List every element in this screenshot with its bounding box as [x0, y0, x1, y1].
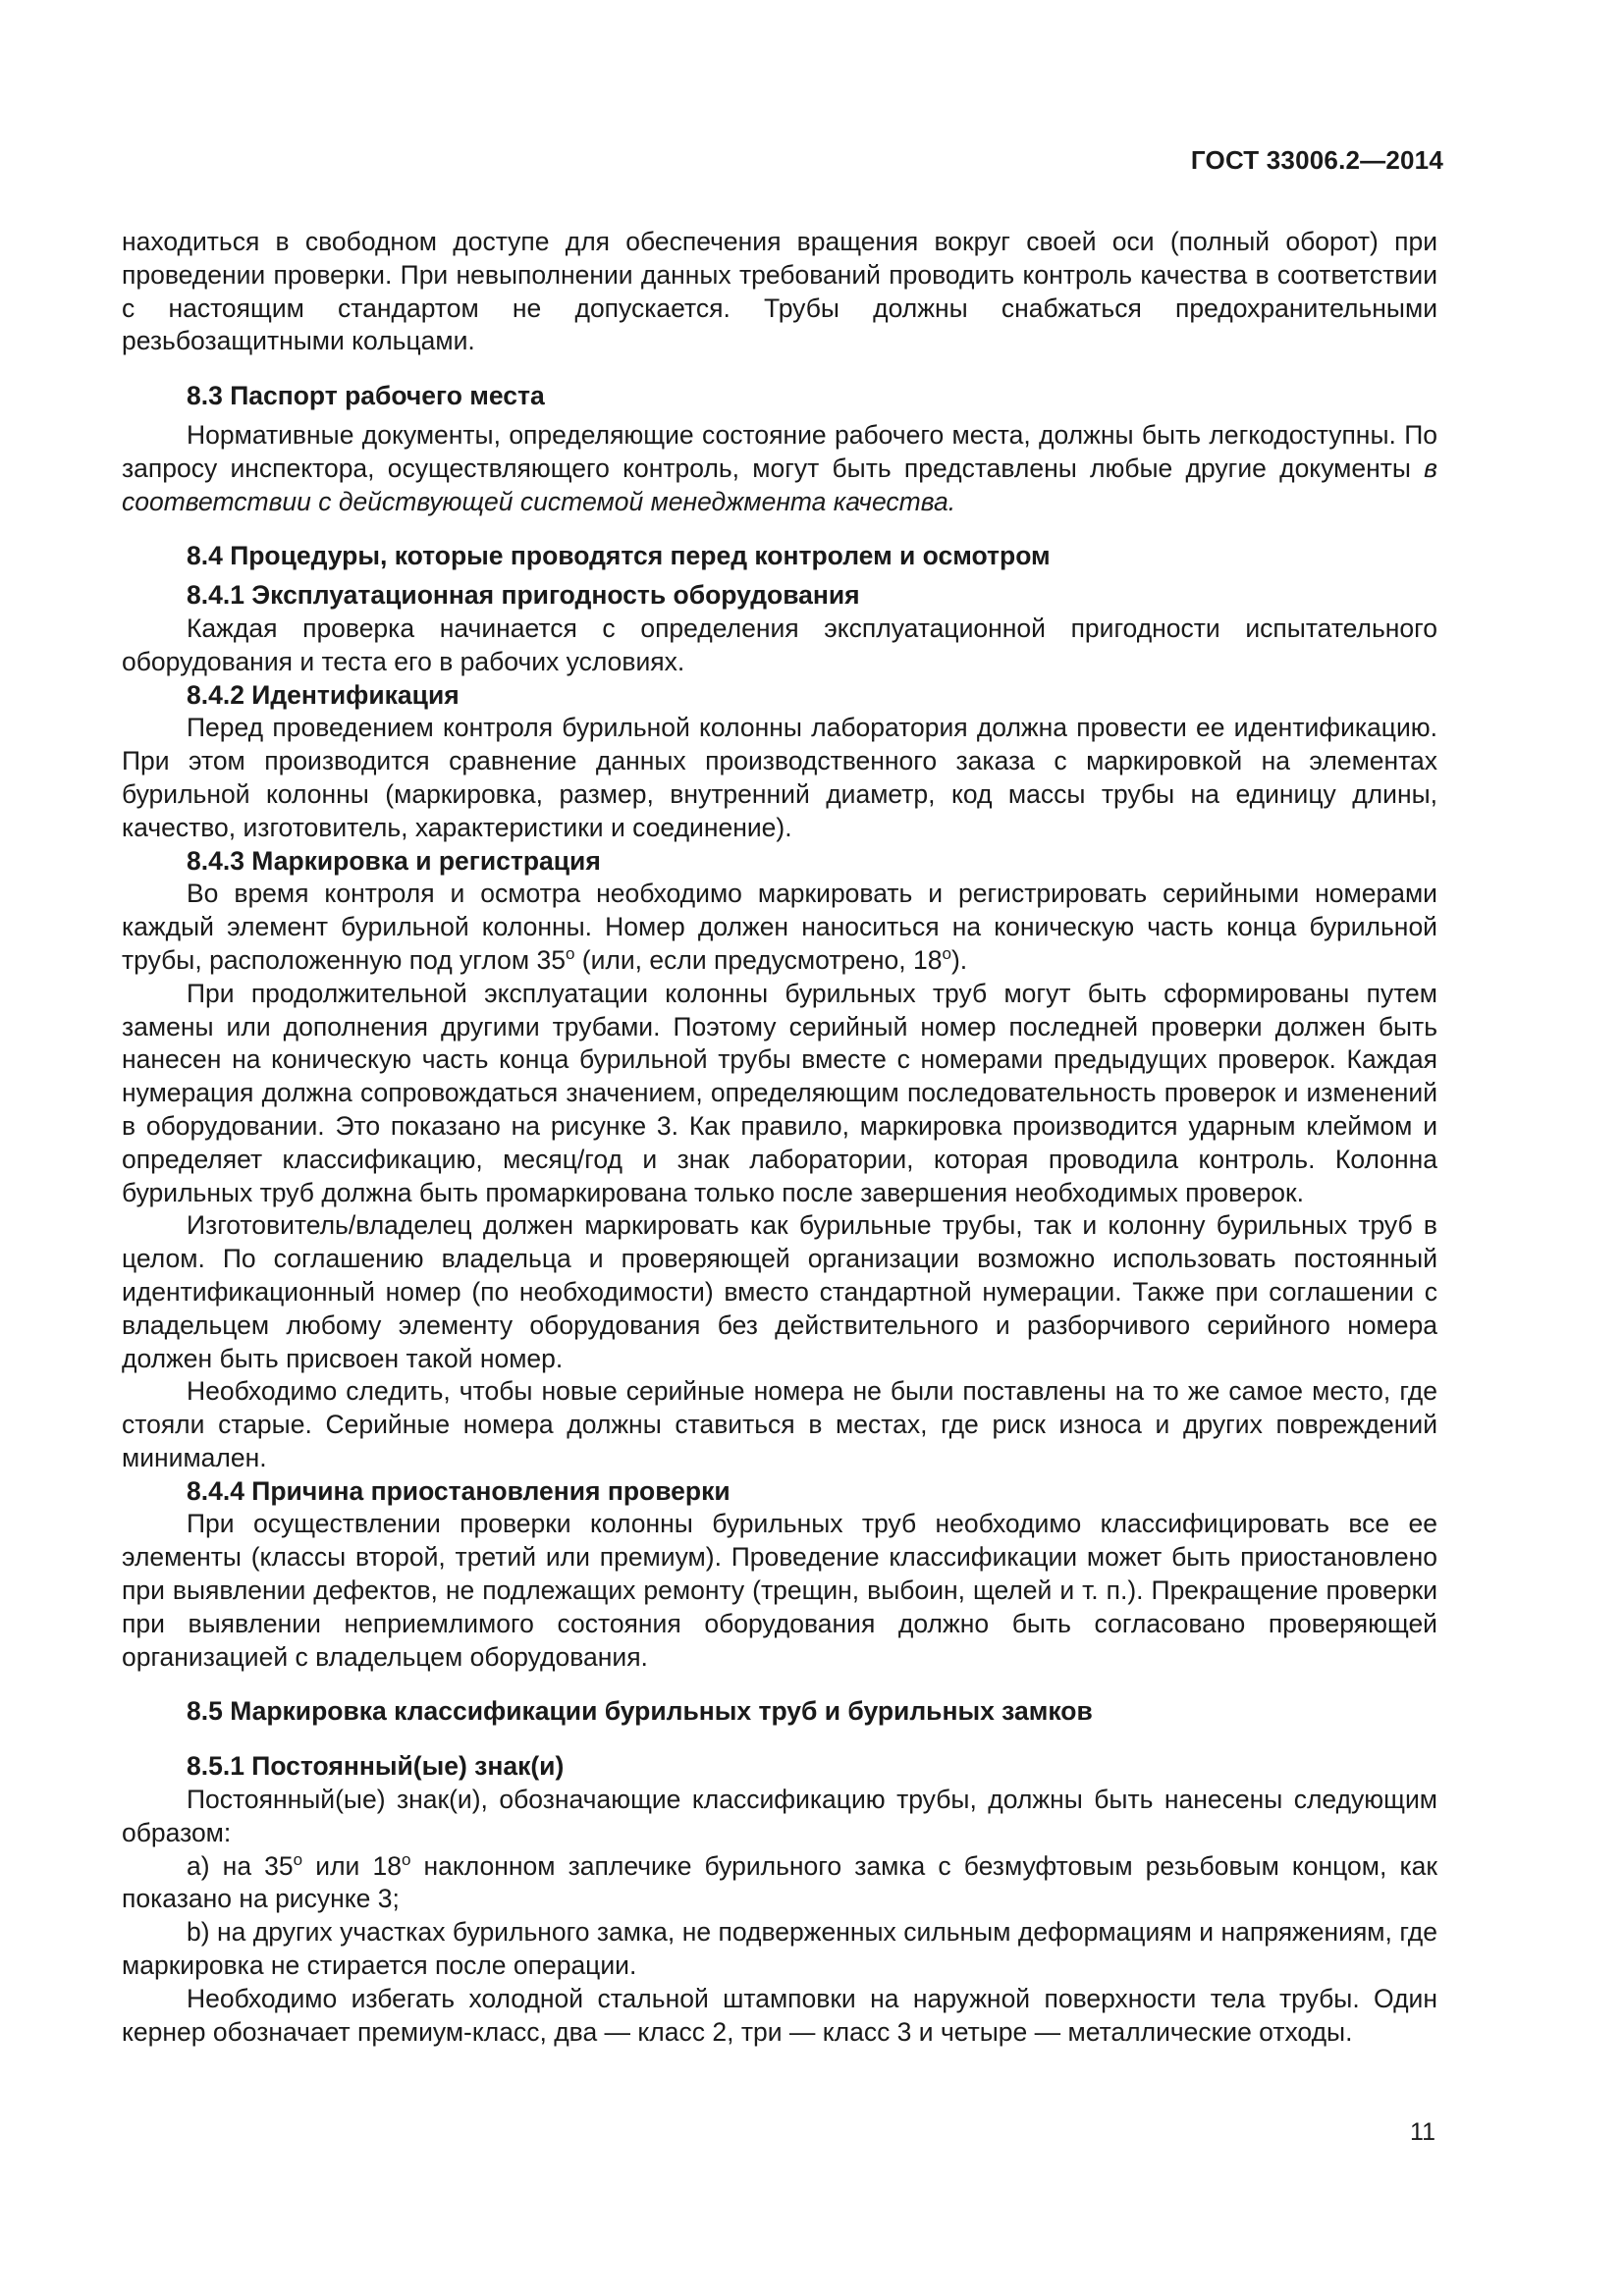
section-8-4-3-paragraph-3: Изготовитель/владелец должен маркировать как бурильные трубы, так и колонну бурильных труб в целом. По соглашению владельца и проверяющей организации возможно использовать постоянный идентификационный номер (по необходимости) вместо стандартной нумерации. Также при соглашении с владельцем любому элементу оборудования без действительного и разборчивого серийного номера должен быть присвоен такой номер. [122, 1210, 1437, 1373]
degree-mark: o [565, 943, 575, 963]
degree-mark: o [401, 1849, 411, 1869]
section-8-3-heading: 8.3 Паспорт рабочего места [187, 381, 545, 411]
section-8-5-1-item-b: b) на других участках бурильного замка, не подверженных сильным деформациям и напряжениям, где маркировка не стирается после операции. [122, 1917, 1437, 1981]
degree-mark: o [293, 1849, 303, 1869]
document-code-header: ГОСТ 33006.2—2014 [1190, 145, 1443, 175]
section-8-3-paragraph [122, 419, 1437, 518]
section-8-4-2-paragraph: Перед проведением контроля бурильной колонны лаборатория должна провести ее идентификацию. При этом производится сравнение данных производственного заказа с маркировкой на элементах бурильной колонны (маркировка, размер, внутренний диаметр, код массы трубы на единицу длины, качество, изготовитель, характеристики и соединение). [122, 713, 1437, 842]
section-8-4-2-heading: 8.4.2 Идентификация [187, 679, 460, 710]
section-8-5-heading: 8.5 Маркировка классификации бурильных труб и бурильных замков [187, 1696, 1093, 1727]
p1-text-start: Во время контроля и осмотра необходимо маркировать и регистрировать серийными номерами каждый элемент бурильной колонны. Номер должен наноситься на коническую часть конца бурильной трубы, расположенную под углом 35 [122, 879, 1437, 975]
item-a-text-end: наклонном заплечике бурильного замка с безмуфтовым резьбовым концом, как показано на рисунке 3; [122, 1850, 1438, 1914]
section-8-4-3-paragraph-4: Необходимо следить, чтобы новые серийные номера не были поставлены на то же самое место, где стояли старые. Серийные номера должны ставиться в местах, где риск износа и других повреждений минимален. [122, 1376, 1437, 1472]
section-8-4-4-heading: 8.4.4 Причина приостановления проверки [187, 1475, 731, 1506]
section-8-4-3-heading: 8.4.3 Маркировка и регистрация [187, 845, 601, 876]
document-body [122, 226, 1437, 2049]
section-8-5-1-heading: 8.5.1 Постоянный(ые) знак(и) [187, 1751, 565, 1782]
section-8-5-1-paragraph-last: Необходимо избегать холодной стальной штамповки на наружной поверхности тела трубы. Один кернер обозначает премиум-класс, два — класс 2, три — класс 3 и четыре — металлические отходы. [122, 1983, 1437, 2047]
continuation-paragraph: находиться в свободном доступе для обеспечения вращения вокруг своей оси (полный оборот) при проведении проверки. При невыполнении данных требований проводить контроль качества в соответствии с настоящим стандартом не допускается. Трубы должны снабжаться предохранительными резьбозащитными кольцами. [122, 227, 1437, 356]
section-8-4-3-paragraph-2: При продолжительной эксплуатации колонны бурильных труб могут быть сформированы путем замены или дополнения другими трубами. Поэтому серийный номер последней проверки должен быть нанесен на коническую часть конца бурильной трубы вместе с номерами предыдущих проверок. Каждая нумерация должна сопровождаться значением, определяющим последовательность проверок и изменений в оборудовании. Это показано на рисунке 3. Как правило, маркировка производится ударным клеймом и определяет классификацию, месяц/год и знак лаборатории, которая проводила контроль. Колонна бурильных труб должна быть промаркирована только после завершения необходимых проверок. [122, 978, 1437, 1207]
section-8-4-4-paragraph: При осуществлении проверки колонны бурильных труб необходимо классифицировать все ее элементы (классы второй, третий или премиум). Проведение классификации может быть приостановлено при выявлении дефектов, не подлежащих ремонту (трещин, выбоин, щелей и т. п.). Прекращение проверки при выявлении неприемлимого состояния оборудования должно быть согласовано проверяющей организацией с владельцем оборудования. [122, 1509, 1437, 1672]
section-8-3-italic-text: в соответствии с действующей системой менеджмента качества. [122, 453, 1437, 516]
item-a-text-start: a) на 35 [187, 1850, 294, 1881]
degree-mark: o [942, 943, 951, 963]
section-8-3-text: Нормативные документы, определяющие состояние рабочего места, должны быть легкодоступны. По запросу инспектора, осуществляющего контроль, могут быть представлены любые другие документы [122, 419, 1437, 483]
section-8-4-heading: 8.4 Процедуры, которые проводятся перед контролем и осмотром [187, 541, 1051, 571]
item-a-text-mid: или 18 [302, 1850, 402, 1881]
section-8-5-1-item-a [122, 1850, 1437, 1917]
page-number: 11 [1410, 2118, 1435, 2146]
section-8-5-1-paragraph-1: Постоянный(ые) знак(и), обозначающие классификацию трубы, должны быть нанесены следующим образом: [122, 1785, 1437, 1847]
p1-text-end: ). [950, 944, 968, 975]
p1-text-mid: (или, если предусмотрено, 18 [574, 944, 943, 975]
section-8-4-3-paragraph-1 [122, 878, 1437, 977]
section-8-4-1-heading: 8.4.1 Эксплуатационная пригодность оборудования [187, 580, 860, 611]
section-8-4-1-paragraph: Каждая проверка начинается с определения эксплуатационной пригодности испытательного оборудования и теста его в рабочих условиях. [122, 613, 1437, 676]
